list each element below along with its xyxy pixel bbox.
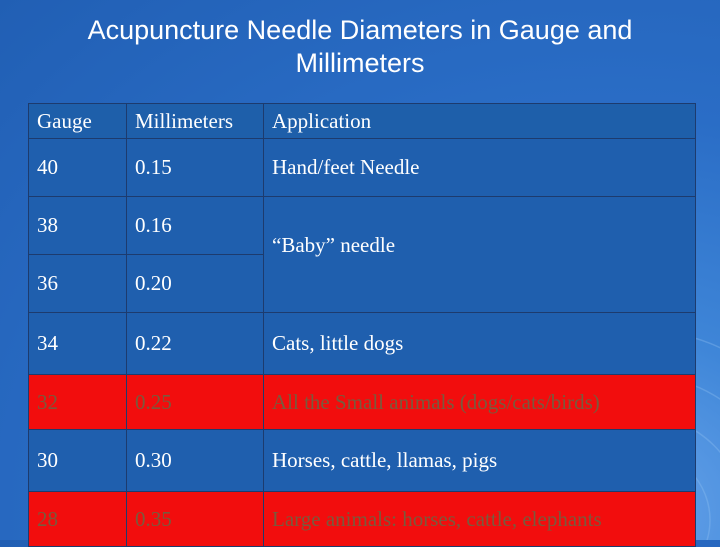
cell-gauge: 36 bbox=[29, 255, 127, 313]
header-application: Application bbox=[264, 104, 696, 139]
cell-application: Horses, cattle, llamas, pigs bbox=[264, 430, 696, 492]
table-row-highlighted bbox=[29, 492, 696, 547]
cell-mm: 0.25 bbox=[127, 375, 264, 430]
cell-mm: 0.16 bbox=[127, 197, 264, 255]
table-row bbox=[29, 313, 696, 375]
cell-gauge: 32 bbox=[29, 375, 127, 430]
table-row bbox=[29, 139, 696, 197]
table-row-highlighted bbox=[29, 375, 696, 430]
header-gauge: Gauge bbox=[29, 104, 127, 139]
cell-gauge: 28 bbox=[29, 492, 127, 547]
cell-mm: 0.35 bbox=[127, 492, 264, 547]
table-header-row bbox=[29, 104, 696, 139]
cell-gauge: 38 bbox=[29, 197, 127, 255]
cell-application: All the Small animals (dogs/cats/birds) bbox=[264, 375, 696, 430]
cell-gauge: 40 bbox=[29, 139, 127, 197]
table-row bbox=[29, 197, 696, 255]
cell-gauge: 34 bbox=[29, 313, 127, 375]
cell-mm: 0.30 bbox=[127, 430, 264, 492]
cell-mm: 0.22 bbox=[127, 313, 264, 375]
cell-mm: 0.20 bbox=[127, 255, 264, 313]
cell-application: “Baby” needle bbox=[272, 233, 396, 257]
cell-application: Cats, little dogs bbox=[264, 313, 696, 375]
needle-gauge-table bbox=[28, 103, 696, 547]
cell-application: Hand/feet Needle bbox=[264, 139, 696, 197]
table-row bbox=[29, 430, 696, 492]
cell-application: Large animals: horses, cattle, elephants bbox=[264, 492, 696, 547]
cell-application-merged bbox=[264, 197, 696, 313]
slide-title: Acupuncture Needle Diameters in Gauge and Millimeters bbox=[87, 15, 633, 78]
cell-gauge: 30 bbox=[29, 430, 127, 492]
header-millimeters: Millimeters bbox=[127, 104, 264, 139]
cell-mm: 0.15 bbox=[127, 139, 264, 197]
